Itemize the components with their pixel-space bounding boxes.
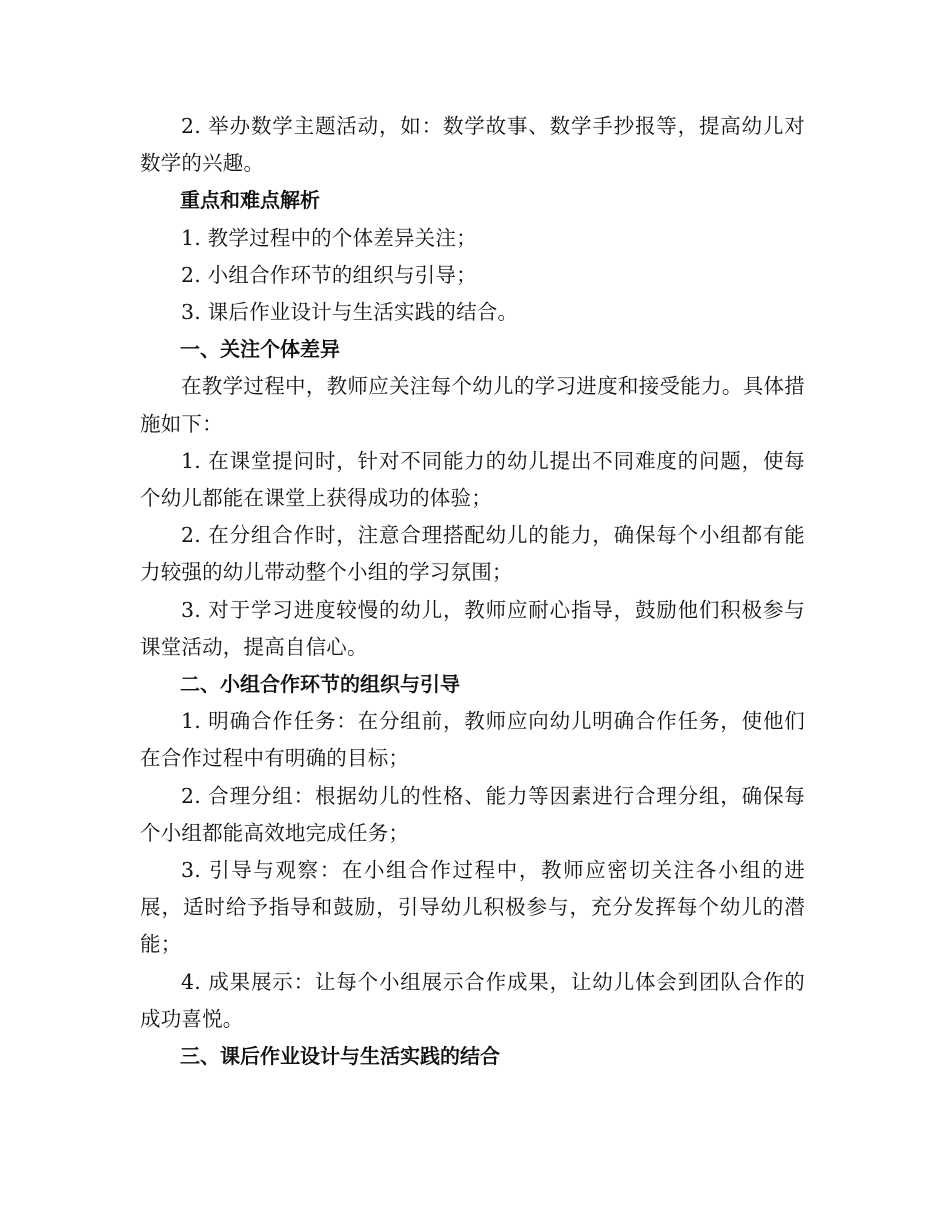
key-point-1: 1. 教学过程中的个体差异关注； [181, 225, 477, 250]
paragraph-math-activities: 2. 举办数学主题活动，如：数学故事、数学手抄报等，提高幼儿对数学的兴趣。 [140, 114, 805, 176]
section-1-item-1: 1. 在课堂提问时，针对不同能力的幼儿提出不同难度的问题，使每个幼儿都能在课堂上获得成功的体验； [140, 448, 805, 511]
section-2-item-4: 4. 成果展示：让每个小组展示合作成果，让幼儿体会到团队合作的成功喜悦。 [140, 969, 805, 1031]
section-1-item-2: 2. 在分组合作时，注意合理搭配幼儿的能力，确保每个小组都有能力较强的幼儿带动整个小组的学习氛围； [140, 523, 805, 585]
heading-section-3: 三、课后作业设计与生活实践的结合 [180, 1044, 500, 1069]
section-1-item-3: 3. 对于学习进度较慢的幼儿，教师应耐心指导，鼓励他们积极参与课堂活动，提高自信心。 [140, 597, 805, 659]
section-2-item-1: 1. 明确合作任务：在分组前，教师应向幼儿明确合作任务，使他们在合作过程中有明确的目标； [140, 709, 805, 771]
document-page [140, 108, 805, 1075]
key-point-3: 3. 课后作业设计与生活实践的结合。 [181, 300, 519, 325]
key-point-2: 2. 小组合作环节的组织与引导； [181, 262, 477, 287]
heading-key-points: 重点和难点解析 [180, 188, 320, 213]
section-1-intro: 在教学过程中，教师应关注每个幼儿的学习进度和接受能力。具体措施如下： [140, 374, 805, 436]
section-2-item-3: 3. 引导与观察：在小组合作过程中，教师应密切关注各小组的进展，适时给予指导和鼓励，引导幼儿积极参与，充分发挥每个幼儿的潜能； [140, 858, 805, 957]
heading-section-2: 二、小组合作环节的组织与引导 [180, 672, 460, 697]
section-2-item-2: 2. 合理分组：根据幼儿的性格、能力等因素进行合理分组，确保每个小组都能高效地完成任务； [140, 783, 805, 845]
heading-section-1: 一、关注个体差异 [180, 337, 340, 362]
